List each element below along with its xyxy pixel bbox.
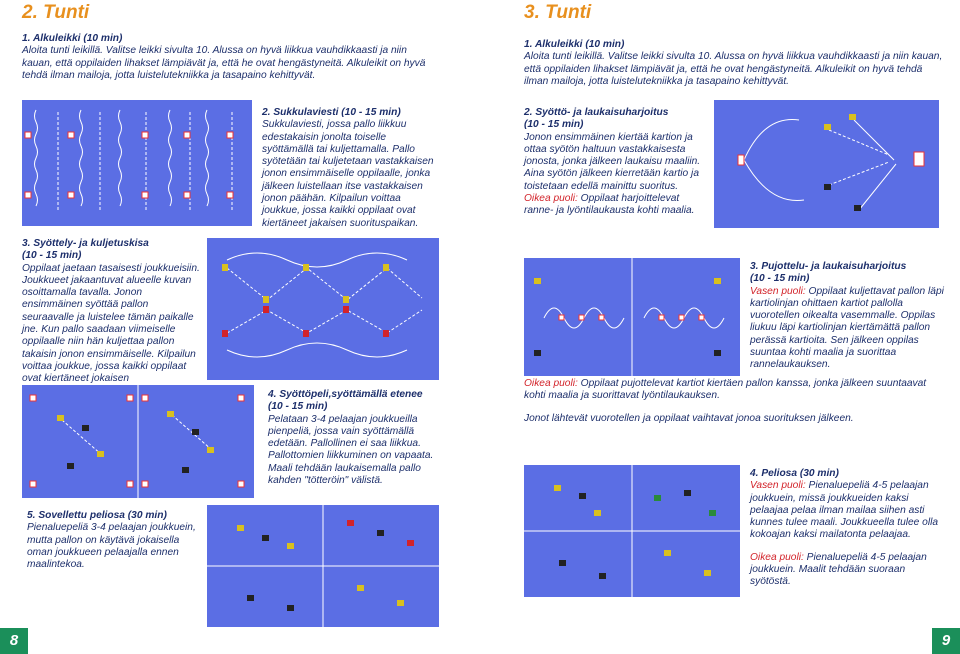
right-warmup-heading: 1. Alkuleikki (10 min) — [524, 39, 625, 50]
shooting-right-text: Oppilaat harjoittelevat ranne- ja lyöntilaukausta kohti maalia. — [524, 193, 695, 217]
relay-block — [262, 107, 440, 230]
relay-diagram-svg — [22, 100, 252, 226]
passing-diagram — [207, 238, 439, 380]
passgame-heading: 4. Syöttöpeli,syöttämällä etenee — [268, 389, 423, 400]
slalom-sub: (10 - 15 min) — [750, 273, 810, 285]
passing-diagram-svg — [207, 238, 439, 380]
right-game-diagram-svg — [524, 465, 740, 597]
passgame-diagram — [22, 385, 254, 498]
relay-text: Sukkulaviesti, jossa pallo liikkuu edestakaisin jonolta toiselle syöttämällä tai kuljettamalla. Pallo syötetään tai kuljetetaan vastakkaisen jonon ensimmäiselle oppilaalle, jonka jälkeen luistellaan itse vastakkaisen jonon päähän. Kilpailun voittaa joukkue, jossa kaikki oppilaat ovat kiertäneet jakaisen suorituspaikan. — [262, 119, 434, 229]
shooting-diagram-svg — [714, 100, 939, 228]
relay-diagram — [22, 100, 252, 226]
passgame-diagram-svg — [22, 385, 254, 498]
right-page-title: 3. Tunti — [524, 2, 592, 23]
slalom-note: Jonot lähtevät vuorotellen ja oppilaat vaihtavat jonoa suorituksen jälkeen. — [524, 412, 854, 424]
right-game-right-label: Oikea puoli: — [750, 551, 804, 563]
right-game-block — [750, 468, 945, 589]
left-page-title: 2. Tunti — [22, 2, 90, 23]
left-game-text: Pienaluepeliä 3-4 pelaajan joukkuein, mutta pallon on käytävä jokaisella oman joukkueen pelaajalla ennen maalintekoa. — [27, 522, 196, 571]
shooting-sub: (10 - 15 min) — [524, 119, 584, 131]
left-page-number: 8 — [0, 628, 28, 654]
relay-heading: 2. Sukkulaviesti (10 - 15 min) — [262, 107, 401, 118]
shooting-text: Jonon ensimmäinen kiertää kartion ja ottaa syötön haltuun vastakkaisesta jonosta, jonka jälkeen laukaisu maaliin. Aina syötön jälkeen kierretään kartio ja toistetaan edellä mainittu suoritus. — [524, 131, 701, 192]
right-game-diagram — [524, 465, 740, 597]
passgame-block — [268, 389, 443, 487]
right-game-left-label: Vasen puoli: — [750, 480, 806, 492]
left-warmup-heading: 1. Alkuleikki (10 min) — [22, 33, 123, 44]
slalom-block — [750, 261, 945, 372]
slalom-right-text: Oppilaat pujottelevat kartiot kiertäen pallon kanssa, jonka jälkeen suuntaavat kohti maalia ja suorittavat lyöntilaukauksen. — [524, 378, 927, 402]
left-game-heading: 5. Sovellettu peliosa (30 min) — [27, 510, 167, 521]
right-page-number: 9 — [932, 628, 960, 654]
right-game-heading: 4. Peliosa (30 min) — [750, 468, 839, 479]
slalom-diagram — [524, 258, 740, 376]
right-game-right-text: Pienaluepeliä 4-5 pelaajan joukkuein. Maalit tehdään suoraan syötöstä. — [750, 551, 927, 588]
slalom-heading: 3. Pujottelu- ja laukaisuharjoitus — [750, 261, 907, 272]
slalom-right-block — [524, 378, 944, 425]
right-game-left-text: Pienaluepeliä 4-5 pelaajan joukkuein, missä joukkueiden kaksi pelaajaa pelaa ilman mailaa siihen asti kunnes tulee maali. Joukkueella tulee olla kokoajan kaksi mailatonta pelaajaa. — [750, 480, 939, 541]
slalom-diagram-svg — [524, 258, 740, 376]
passgame-sub: (10 - 15 min) — [268, 401, 328, 413]
shooting-right-label: Oikea puoli: — [524, 193, 578, 205]
shooting-heading: 2. Syöttö- ja laukaisuharjoitus — [524, 107, 669, 118]
left-warmup-text: Aloita tunti leikillä. Valitse leikki sivulta 10. Alussa on hyvä liikkua vauhdikkaasti ja niin kauan, että oppilaiden lihakset lämpiävät ja, että he ovat hengästyneitä. Alkuleikit on hyvä tehdä ilman mailoja, jotta luistelutekniikka ja tasapaino kehittyvät. — [22, 45, 426, 81]
slalom-left-text: Oppilaat kuljettavat pallon läpi kartiolinjan ohittaen kartiot pallolla vuorotellen oikealta vasemmalle. Oppilas liukuu läpi kartiolinjan kiertämättä pallon perässä kartioita. Sen jälkeen oppilas suuntaa kohti maalia ja suorittaa rannelaukauksen. — [750, 285, 944, 371]
passing-sub: (10 - 15 min) — [22, 250, 82, 262]
shooting-block — [524, 107, 709, 218]
right-warmup-text: Aloita tunti leikillä. Valitse leikki sivulta 10. Alussa on hyvä liikkua vauhdikkaasti ja niin kauan, että oppilaiden lihakset lämpiävät ja, että he ovat hengästyneitä. Alkuleikit on hyvä tehdä ilman mailoja, jotta luistelutekniikka ja tasapaino kehittyvät. — [524, 51, 943, 87]
slalom-left-label: Vasen puoli: — [750, 285, 806, 297]
shooting-diagram — [714, 100, 939, 228]
passing-text: Oppilaat jaetaan tasaisesti joukkueisiin. Joukkueet jakaantuvat alueelle kuvan osoittamalla tavalla. Jonon ensimmäinen syöttää pallon seuraavalle ja luistelee tämän paikalle jne. Kun pallo saadaan viimeiselle oppilaalle niin hän kuljettaa pallon takaisin jonon ensimmäiselle. Kilpailun voittaa joukkue, jossa kaikki oppilaat ovat kiertäneet jokaisen — [22, 262, 200, 385]
left-game-diagram — [207, 505, 439, 627]
passing-heading: 3. Syöttely- ja kuljetuskisa — [22, 238, 149, 249]
left-game-block — [27, 510, 205, 571]
left-game-diagram-svg — [207, 505, 439, 627]
passing-block — [22, 238, 200, 398]
slalom-right-label: Oikea puoli: — [524, 378, 578, 389]
passgame-text: Pelataan 3-4 pelaajan joukkueilla pienpeliä, jossa vain syöttämällä edetään. Pallollinen ei saa liikkua. Pallottomien liikkuminen on vapaata. Maali tehdään laukaisemalla pallo kahden "tötteröin" välistä. — [268, 413, 434, 487]
left-warmup-block — [22, 33, 427, 82]
right-warmup-block — [524, 39, 944, 88]
